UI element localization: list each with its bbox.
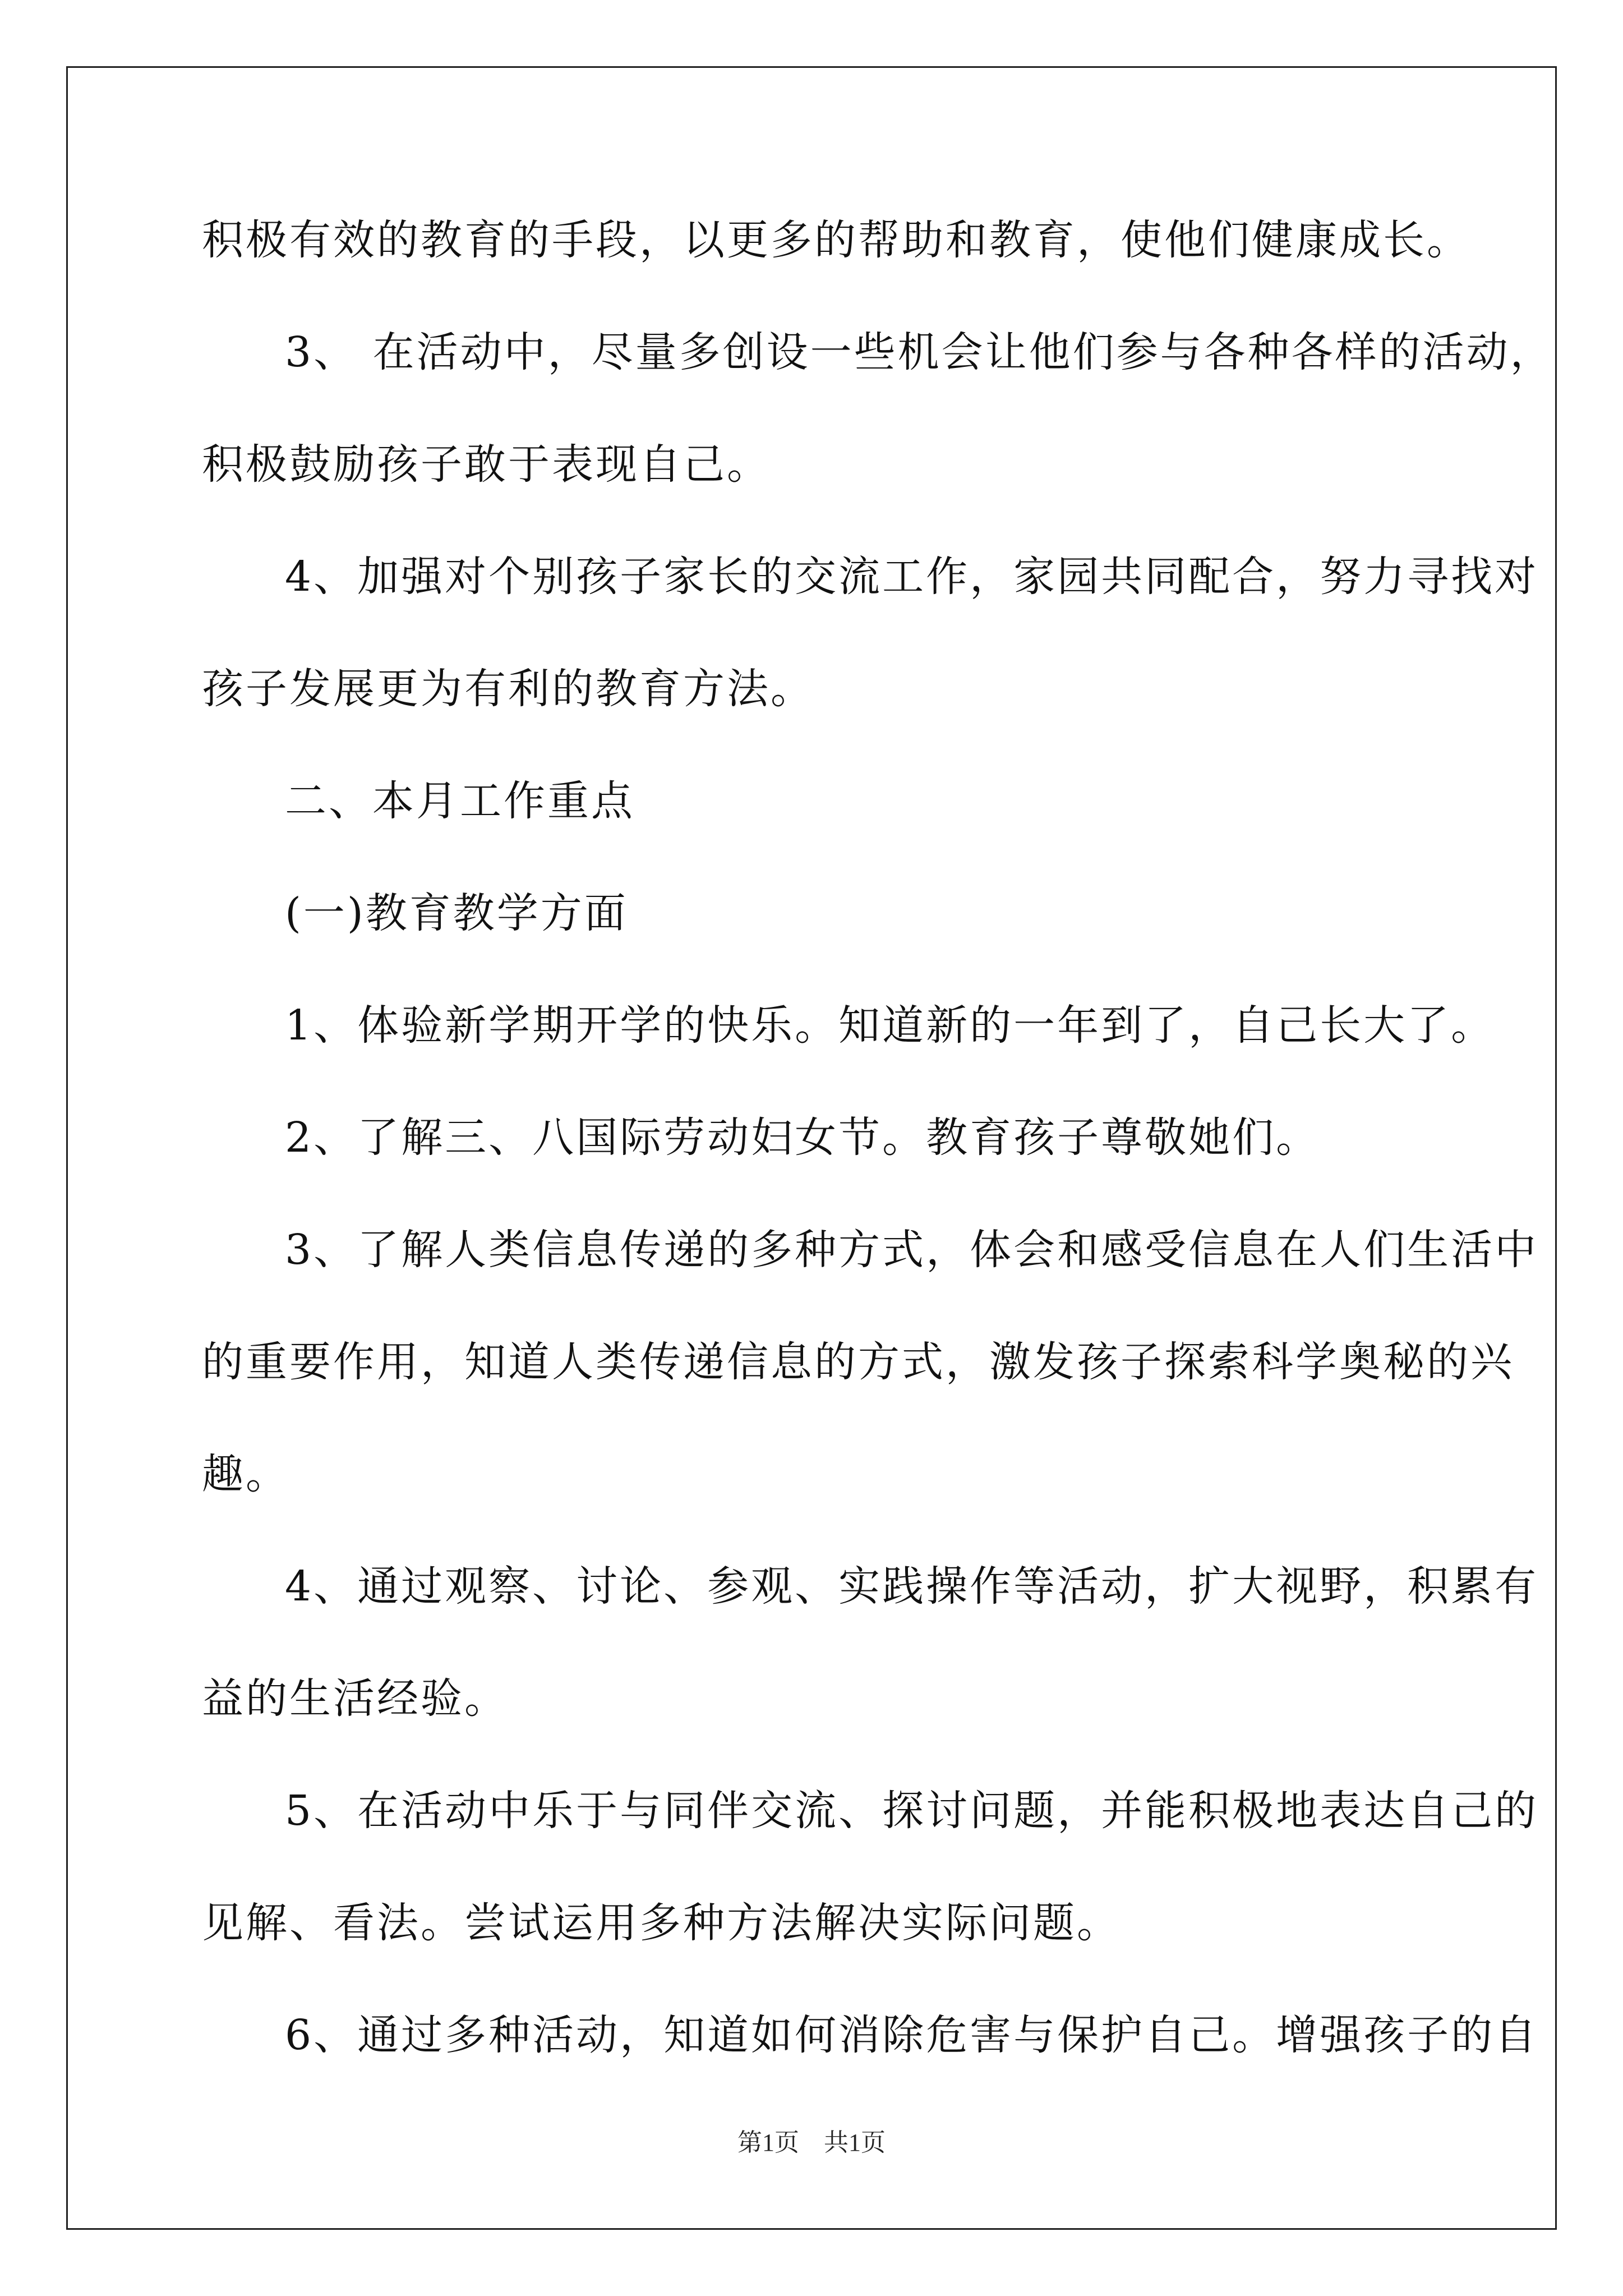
- text-line: 3、了解人类信息传递的多种方式，体会和感受信息在人们生活中: [285, 1226, 1539, 1274]
- text-line: 6、通过多种活动，知道如何消除危害与保护自己。增强孩子的自: [285, 2011, 1539, 2059]
- subsection-heading: (一)教育教学方面: [285, 889, 628, 937]
- text-line: 孩子发展更为有利的教育方法。: [202, 665, 814, 713]
- text-line: 5、在活动中乐于与同伴交流、探讨问题，并能积极地表达自己的: [285, 1787, 1539, 1835]
- text-line: 积极鼓励孩子敢于表现自己。: [202, 440, 771, 489]
- page-footer: 第1页 共1页: [737, 2129, 886, 2156]
- text-line: 2、了解三、八国际劳动妇女节。教育孩子尊敬她们。: [285, 1114, 1320, 1162]
- text-line: 3、 在活动中，尽量多创设一些机会让他们参与各种各样的活动，: [285, 328, 1554, 376]
- text-line: 见解、看法。尝试运用多种方法解决实际问题。: [202, 1899, 1121, 1947]
- text-line: 1、体验新学期开学的快乐。知道新的一年到了，自己长大了。: [285, 1001, 1495, 1050]
- text-line: 的重要作用，知道人类传递信息的方式，激发孩子探索科学奥秘的兴: [202, 1338, 1514, 1386]
- text-line: 益的生活经验。: [202, 1674, 508, 1723]
- text-line: 4、加强对个别孩子家长的交流工作，家园共同配合，努力寻找对: [285, 553, 1539, 601]
- text-line: 趣。: [202, 1450, 289, 1498]
- text-line: 4、通过观察、讨论、参观、实践操作等活动，扩大视野，积累有: [285, 1562, 1539, 1611]
- text-line: 积极有效的教育的手段，以更多的帮助和教育，使他们健康成长。: [202, 216, 1470, 264]
- section-heading: 二、本月工作重点: [285, 777, 635, 825]
